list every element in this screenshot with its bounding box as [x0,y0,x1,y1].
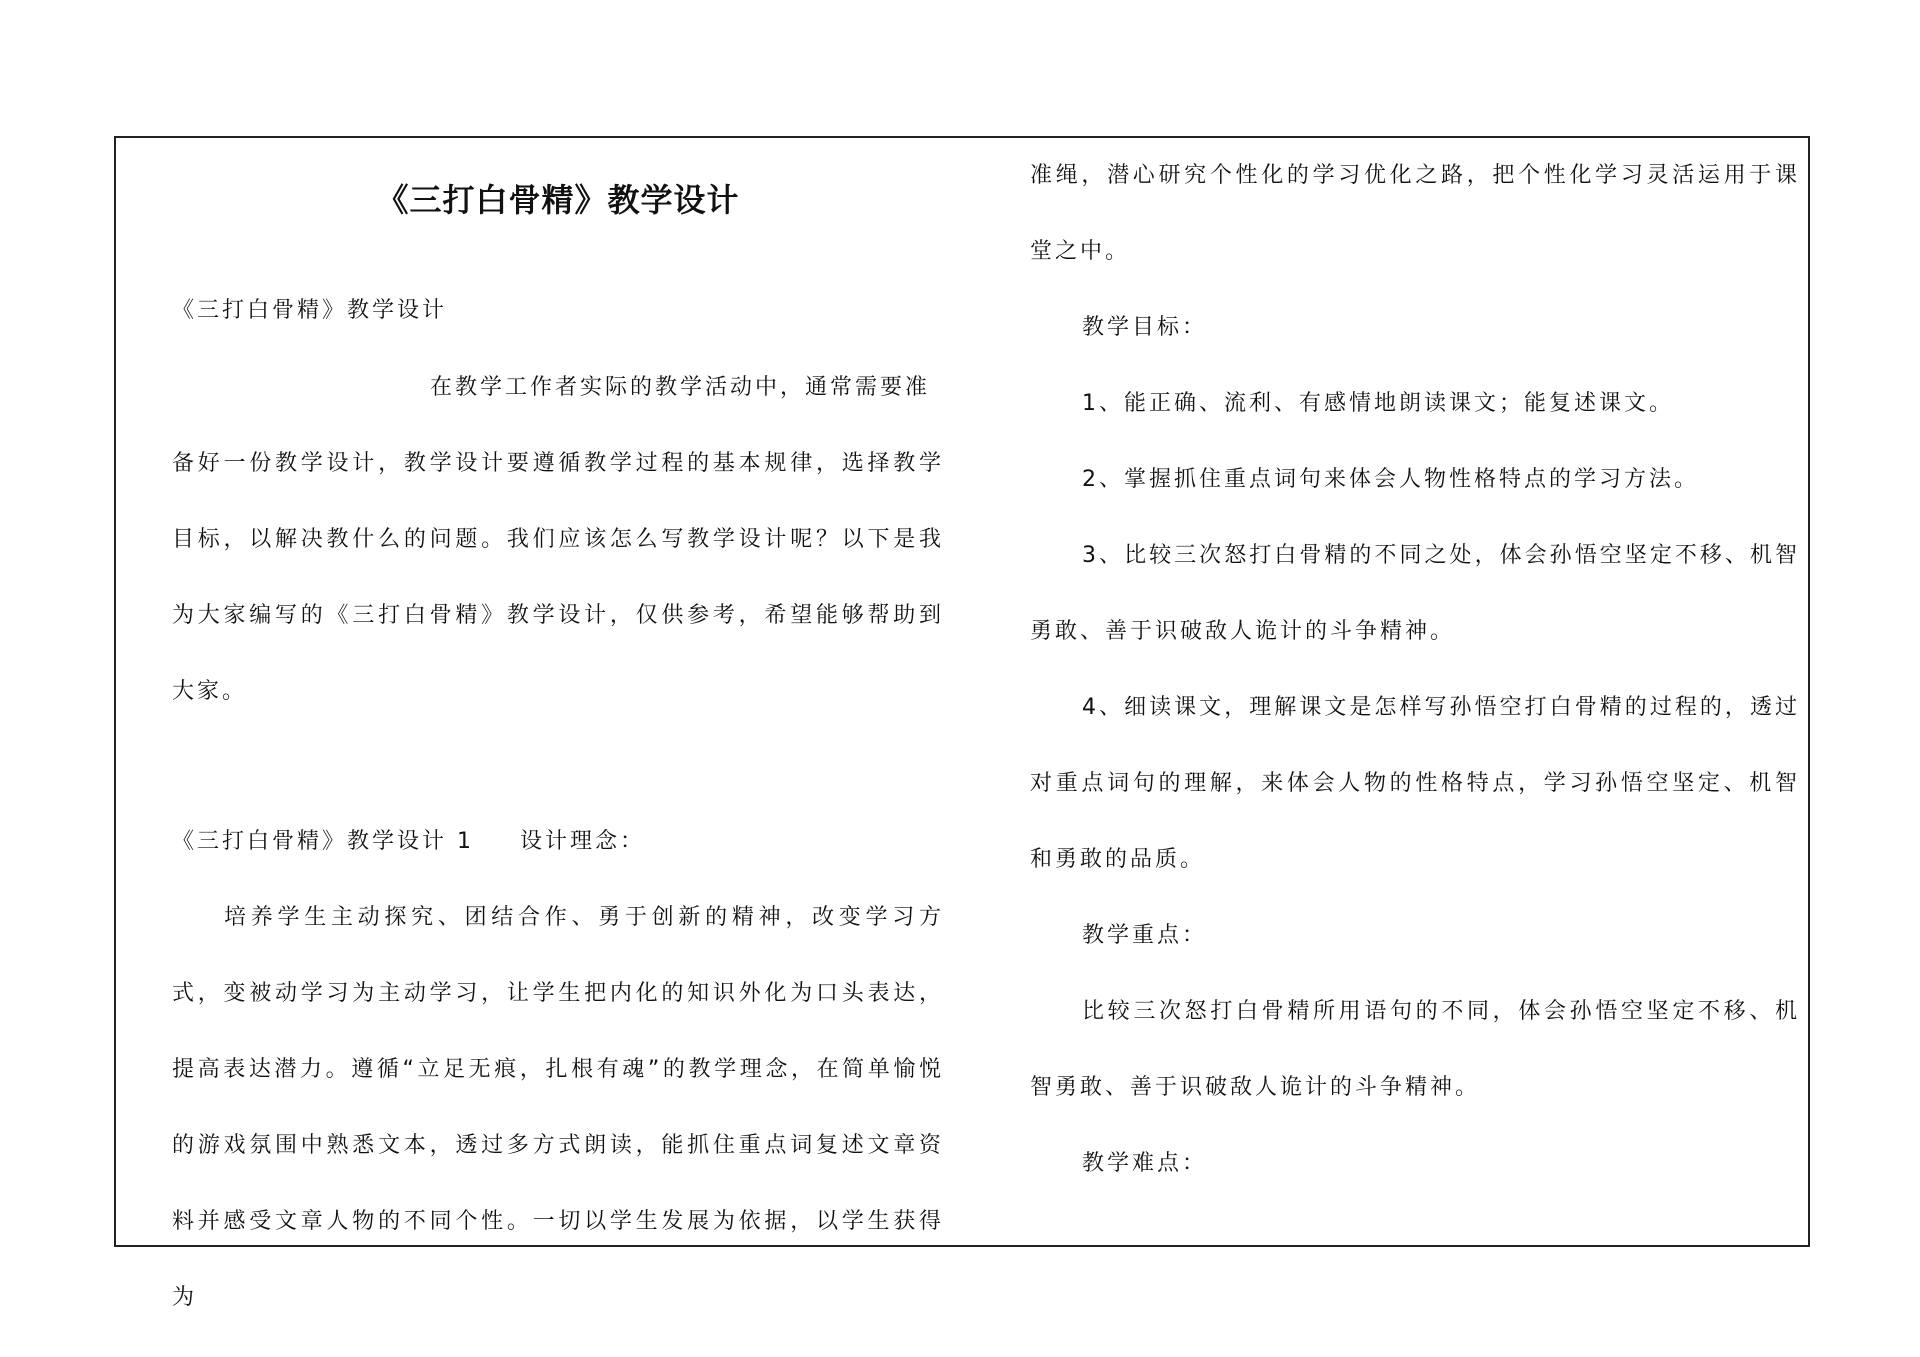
document-title: 《三打白骨精》教学设计 [376,181,740,219]
intro-paragraph: 备好一份教学设计，教学设计要遵循教学过程的基本规律，选择教学目标，以解决教什么的问题。我们应该怎么写教学设计呢？以下是我为大家编写的《三打白骨精》教学设计，仅供参考，希望能够帮助到大家。 [172,451,944,704]
continuation-paragraph: 准绳，潜心研究个性化的学习优化之路，把个性化学习灵活运用于课堂之中。 [1030,163,1800,264]
intro-first-line: 在教学工作者实际的教学活动中，通常需要准 [430,375,931,400]
objective-2: 2、掌握抓住重点词句来体会人物性格特点的学习方法。 [1082,467,1699,492]
objective-1: 1、能正确、流利、有感情地朗读课文；能复述课文。 [1082,391,1674,416]
key-point-heading: 教学重点： [1082,923,1208,948]
concept-paragraph: 培养学生主动探究、团结合作、勇于创新的精神，改变学习方式，变被动学习为主动学习，让学生把内化的知识外化为口头表达，提高表达潜力。遵循“立足无痕，扎根有魂”的教学理念，在简单愉悦的游戏氛围中熟悉文本，透过多方式朗读，能抓住重点词复述文章资料并感受文章人物的不同个性。一切以学生发展为依据，以学生获得为 [172,905,944,1310]
objectives-heading: 教学目标： [1082,315,1208,340]
section-heading: 《三打白骨精》教学设计 1 [172,829,474,854]
subtitle: 《三打白骨精》教学设计 [172,298,448,323]
section-heading-line [172,804,944,880]
document-page [114,136,1810,1310]
objective-4: 4、细读课文，理解课文是怎样写孙悟空打白骨精的过程的，透过对重点词句的理解，来体会人物的性格特点，学习孙悟空坚定、机智和勇敢的品质。 [1030,695,1800,872]
section-label: 设计理念： [520,829,646,854]
key-point-text: 比较三次怒打白骨精所用语句的不同，体会孙悟空坚定不移、机智勇敢、善于识破敌人诡计的斗争精神。 [1030,999,1800,1100]
difficulty-heading: 教学难点： [1082,1151,1208,1176]
objective-3: 3、比较三次怒打白骨精的不同之处，体会孙悟空坚定不移、机智勇敢、善于识破敌人诡计的斗争精神。 [1030,543,1800,644]
